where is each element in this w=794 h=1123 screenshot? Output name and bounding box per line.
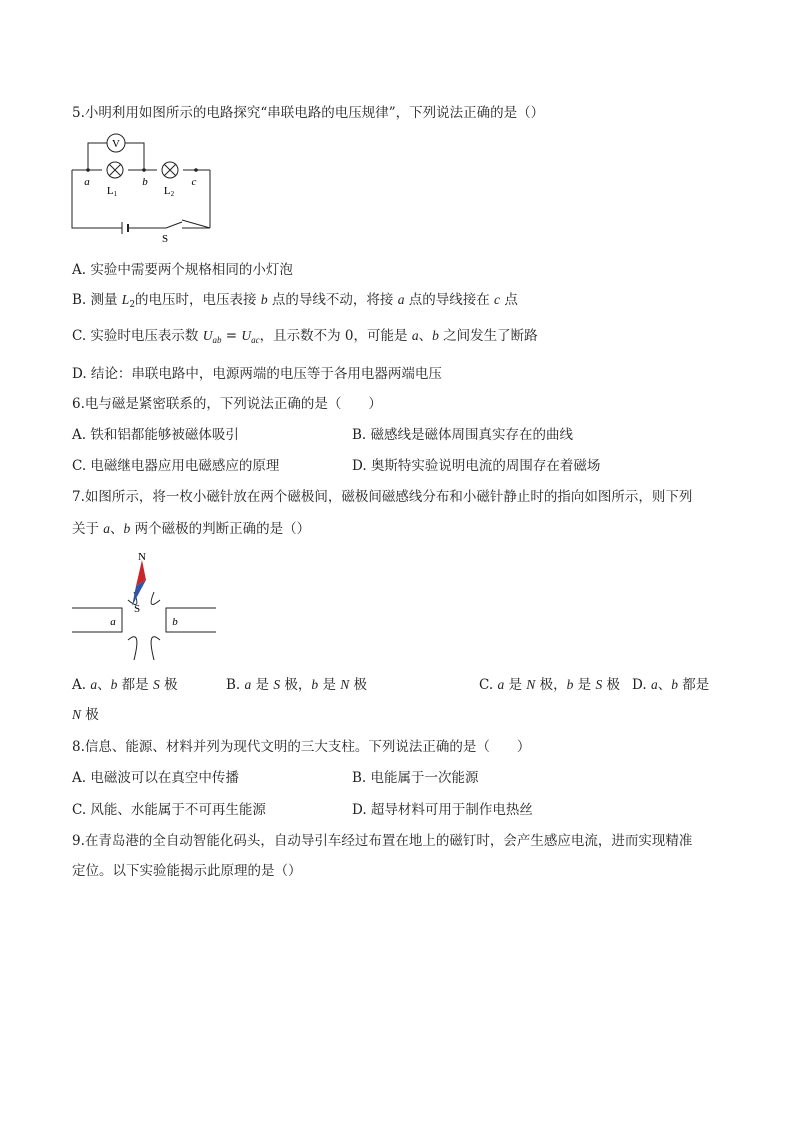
q7-stem-line1: 7.如图所示，将一枚小磁针放在两个磁极间，磁极间磁感线分布和小磁针静止时的指向如图所示，则下列 [72, 489, 693, 505]
q5-stem: 5.小明利用如图所示的电路探究“串联电路的电压规律”，下列说法正确的是（） [72, 105, 545, 121]
q6-option-b: B. 磁感线是磁体周围真实存在的曲线 [352, 427, 574, 443]
point-c-label: c [191, 176, 197, 188]
q6-stem: 6.电与磁是紧密联系的，下列说法正确的是（ ） [72, 396, 382, 412]
switch-label: S [161, 233, 169, 245]
q7-option-d-wrap: N 极 [72, 707, 99, 723]
q5-option-c: C. 实验时电压表示数 $U_{ab} = U_{ac}$，且示数不为 0，可能是 a、b 之间发生了断路 [72, 328, 538, 345]
q8-option-b: B. 电能属于一次能源 [352, 770, 479, 786]
q5-option-b: B. 测量 $L_2$的电压时，电压表接 b 点的导线不动，将接 a 点的导线接在 c 点 [72, 292, 518, 310]
q9-stem-line2: 定位。以下实验能揭示此原理的是（） [72, 863, 302, 879]
pole-a-label: a [110, 616, 116, 628]
point-b-label: b [142, 176, 148, 188]
q8-option-a: A. 电磁波可以在真空中传播 [72, 770, 239, 786]
q5-circuit-diagram [66, 130, 226, 246]
q8-option-d: D. 超导材料可用于制作电热丝 [352, 802, 533, 818]
voltmeter-label: V [112, 138, 120, 150]
needle-n-label: N [138, 551, 146, 563]
q5-option-d: D. 结论：串联电路中，电源两端的电压等于各用电器两端电压 [72, 366, 442, 382]
q8-stem: 8.信息、能源、材料并列为现代文明的三大支柱。下列说法正确的是（ ） [72, 739, 531, 755]
needle-s-label: S [133, 603, 141, 615]
q6-option-c: C. 电磁继电器应用电磁感应的原理 [72, 458, 280, 474]
q9-stem-line1: 9.在青岛港的全自动智能化码头，自动导引车经过布置在地上的磁钉时，会产生感应电流，进而实现精准 [72, 833, 693, 849]
pole-b-label: b [172, 616, 178, 628]
q7-option-a: A. a、b 都是 S 极 [72, 677, 178, 693]
q6-option-d: D. 奥斯特实验说明电流的周围存在着磁场 [352, 458, 601, 474]
point-a-label: a [84, 176, 90, 188]
q7-option-b: B. a 是 S 极，b 是 N 极 [226, 677, 368, 693]
q7-stem-line2: 关于 a、b 两个磁极的判断正确的是（） [72, 521, 311, 537]
q5-option-a: A. 实验中需要两个规格相同的小灯泡 [72, 262, 293, 278]
q8-option-c: C. 风能、水能属于不可再生能源 [72, 802, 266, 818]
lamp-l1-label: L1 [106, 185, 118, 198]
q6-option-a: A. 铁和铝都能够被磁体吸引 [72, 427, 239, 443]
q7-option-c: C. a 是 N 极，b 是 S 极 [479, 677, 620, 693]
lamp-l2-label: L2 [163, 185, 175, 198]
q7-magnet-diagram [70, 548, 220, 664]
q7-option-d: D. a、b 都是 [632, 677, 710, 693]
